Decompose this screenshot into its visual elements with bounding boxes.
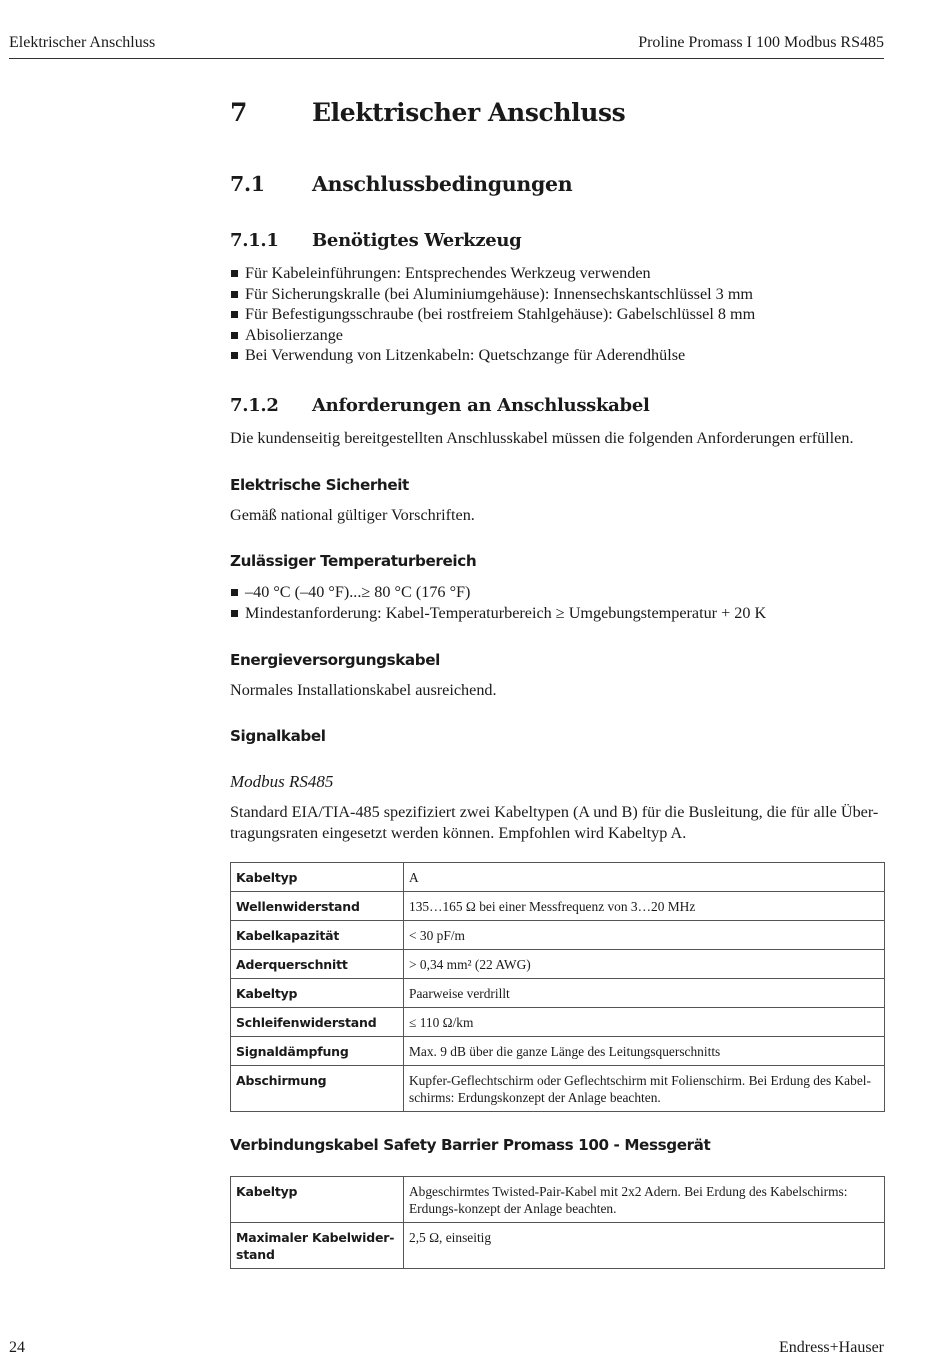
subsection-intro: Die kundenseitig bereitgestellten Anschlusskabel müssen die folgenden Anforderungen erfüllen. (230, 429, 854, 447)
subsection-number: 7.1.1 (230, 230, 279, 251)
table-key: Schleifenwiderstand (231, 1008, 404, 1037)
running-header-title: Elektrischer Anschluss (9, 34, 156, 51)
table-value: > 0,34 mm² (22 AWG) (404, 950, 885, 979)
table-key: Aderquerschnitt (231, 950, 404, 979)
power-cable-heading: Energieversorgungskabel (230, 651, 440, 669)
table-value: Max. 9 dB über die ganze Länge des Leitungsquerschnitts (404, 1037, 885, 1066)
list-item: Für Kabeleinführungen: Entsprechendes Werkzeug verwenden (230, 263, 755, 284)
bullet-square-icon (231, 291, 238, 298)
table-key: Kabeltyp (231, 1177, 404, 1223)
section-title: Anschlussbedingungen (312, 172, 573, 196)
subsection-title: Benötigtes Werkzeug (312, 230, 522, 251)
table-row (231, 892, 885, 921)
bullet-square-icon (231, 332, 238, 339)
barrier-cable-heading: Verbindungskabel Safety Barrier Promass 100 - Messgerät (230, 1136, 711, 1154)
running-header-product: Proline Promass I 100 Modbus RS485 (638, 34, 884, 51)
temperature-list (230, 582, 766, 623)
table-value: ≤ 110 Ω/km (404, 1008, 885, 1037)
bullet-square-icon (231, 311, 238, 318)
table-value: A (404, 863, 885, 892)
table-value: Abgeschirmtes Twisted-Pair-Kabel mit 2x2 Adern. Bei Erdung des Kabelschirms: Erdungs-konzept der Anlage beachten. (404, 1177, 885, 1223)
bullet-square-icon (231, 610, 238, 617)
table-row (231, 1177, 885, 1223)
table-key: Maximaler Kabelwider-stand (231, 1223, 404, 1269)
table-value: 2,5 Ω, einseitig (404, 1223, 885, 1269)
safety-text: Gemäß national gültiger Vorschriften. (230, 506, 475, 524)
table-key: Abschirmung (231, 1066, 404, 1112)
modbus-text: Standard EIA/TIA-485 spezifiziert zwei Kabeltypen (A und B) für die Busleitung, die für alle Über-tragungsraten eingesetzt werden können. Empfohlen wird Kabeltyp A. (230, 803, 879, 842)
power-cable-text: Normales Installationskabel ausreichend. (230, 681, 497, 699)
table-key: Kabeltyp (231, 863, 404, 892)
bullet-square-icon (231, 270, 238, 277)
table-key: Kabeltyp (231, 979, 404, 1008)
table-key: Kabelkapazität (231, 921, 404, 950)
chapter-title: Elektrischer Anschluss (312, 98, 626, 127)
page-number: 24 (9, 1339, 25, 1356)
signal-cable-table (230, 862, 885, 1112)
table-value: < 30 pF/m (404, 921, 885, 950)
table-value: Paarweise verdrillt (404, 979, 885, 1008)
table-key: Wellenwiderstand (231, 892, 404, 921)
list-item: Für Befestigungsschraube (bei rostfreiem Stahlgehäuse): Gabelschlüssel 8 mm (230, 304, 755, 325)
table-row (231, 979, 885, 1008)
bullet-square-icon (231, 589, 238, 596)
list-item: Mindestanforderung: Kabel-Temperaturbereich ≥ Umgebungstemperatur + 20 K (230, 603, 766, 624)
barrier-cable-table (230, 1176, 885, 1269)
temperature-heading: Zulässiger Temperaturbereich (230, 552, 477, 570)
subsection-title: Anforderungen an Anschlusskabel (312, 395, 650, 416)
table-row (231, 1008, 885, 1037)
section-number: 7.1 (230, 172, 265, 196)
list-item: Abisolierzange (230, 325, 755, 346)
signal-cable-heading: Signalkabel (230, 727, 326, 745)
table-key: Signaldämpfung (231, 1037, 404, 1066)
table-row (231, 1223, 885, 1269)
header-rule (9, 58, 884, 59)
table-row (231, 921, 885, 950)
list-item: Bei Verwendung von Litzenkabeln: Quetschzange für Aderendhülse (230, 345, 755, 366)
table-row (231, 863, 885, 892)
subsection-number: 7.1.2 (230, 395, 279, 416)
table-row (231, 1037, 885, 1066)
table-value: 135…165 Ω bei einer Messfrequenz von 3…20 MHz (404, 892, 885, 921)
list-item: –40 °C (–40 °F)...≥ 80 °C (176 °F) (230, 582, 766, 603)
list-item: Für Sicherungskralle (bei Aluminiumgehäuse): Innensechskantschlüssel 3 mm (230, 284, 755, 305)
table-value: Kupfer-Geflechtschirm oder Geflechtschirm mit Folienschirm. Bei Erdung des Kabel-schirms: Erdungskonzept der Anlage beachten. (404, 1066, 885, 1112)
chapter-number: 7 (230, 98, 247, 127)
table-row (231, 1066, 885, 1112)
tool-list (230, 263, 755, 366)
bullet-square-icon (231, 352, 238, 359)
modbus-heading: Modbus RS485 (230, 772, 334, 791)
table-row (231, 950, 885, 979)
safety-heading: Elektrische Sicherheit (230, 476, 409, 494)
brand-name: Endress+Hauser (779, 1339, 884, 1356)
